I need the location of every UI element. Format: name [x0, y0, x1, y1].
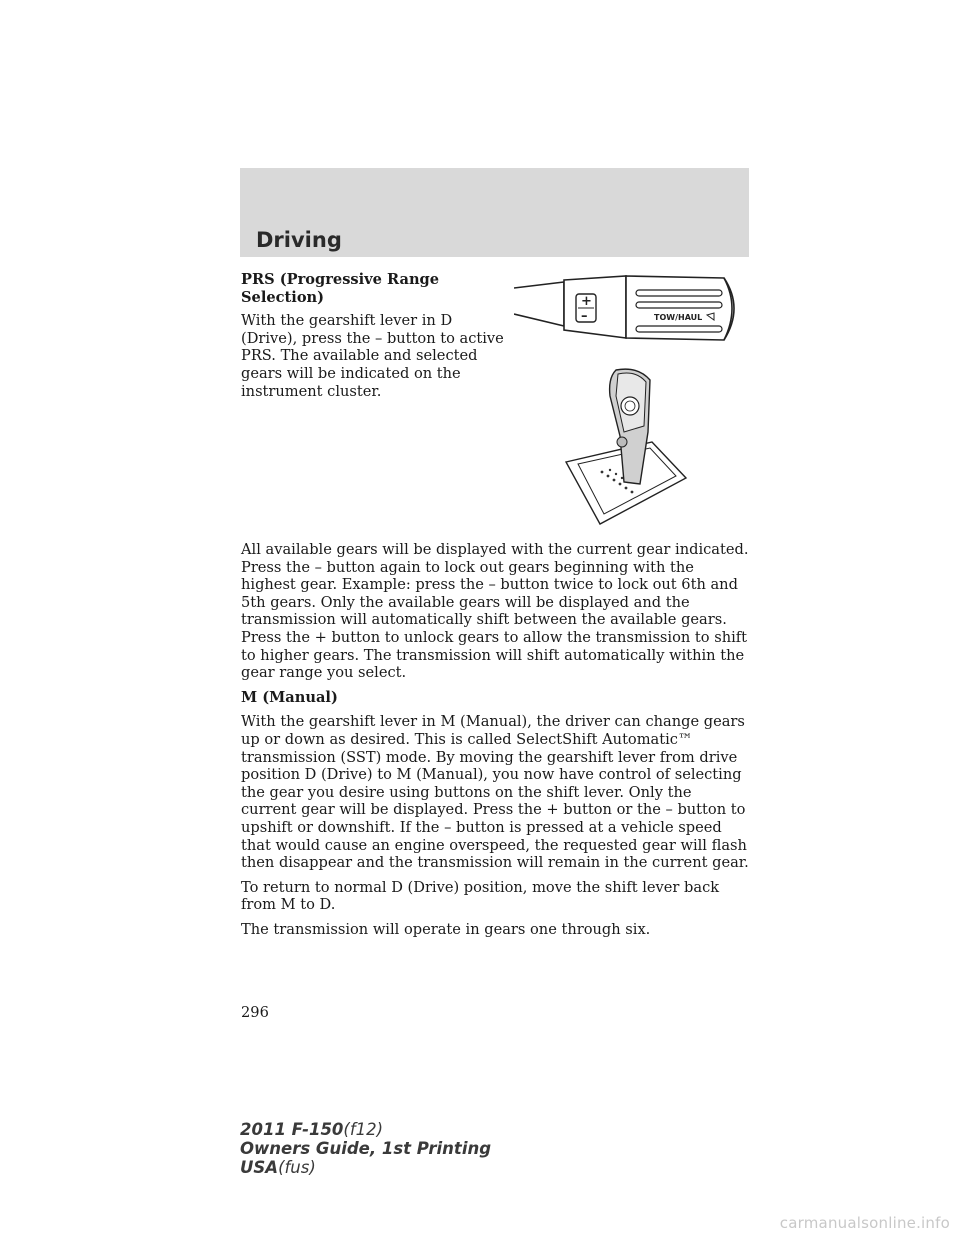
gearshift-stalk-illustration: [514, 274, 744, 356]
footer-region: USA: [240, 1158, 279, 1177]
footer-model-line: [240, 1120, 491, 1139]
footer-model-code: (f12): [343, 1120, 384, 1139]
document-footer: [240, 1120, 491, 1177]
manual-heading: M (Manual): [241, 688, 338, 706]
tow-haul-label: TOW/HAUL: [654, 313, 703, 322]
watermark: carmanualsonline.info: [779, 1214, 950, 1232]
paragraph-manual-mode: With the gearshift lever in M (Manual), the driver can change gears up or down as desired. This is called SelectShift Automatic™ transmission (SST) mode. By moving the gearshift lever from drive position D (Drive) to M (Manual), you now have control of selecting the gear you desire using buttons on the shift lever. Only the current gear will be displayed. Press the + button or the – button to upshift or downshift. If the – button is pressed at a vehicle speed that would cause an engine overspeed, the requested gear will flash then disappear and the transmission will remain in the current gear.: [241, 713, 749, 872]
footer-region-code: (fus): [278, 1158, 316, 1177]
paragraph-return-to-drive: To return to normal D (Drive) position, move the shift lever back from M to D.: [241, 878, 720, 914]
prs-heading: PRS (Progressive Range Selection): [241, 271, 440, 306]
prs-section: [241, 271, 506, 406]
paragraph-gears-range: The transmission will operate in gears one through six.: [241, 920, 651, 938]
page-number: 296: [241, 1004, 269, 1021]
section-title: Driving: [256, 228, 342, 252]
plus-button-label: +: [581, 294, 592, 309]
minus-button-label: –: [581, 309, 588, 324]
footer-region-line: [240, 1158, 491, 1177]
body-text: [241, 541, 751, 945]
footer-model: 2011 F-150: [240, 1120, 344, 1139]
paragraph-gear-lockout: All available gears will be displayed with the current gear indicated. Press the – button again to lock out gears beginning with the highest gear. Example: press the – button twice to lock out 6th and 5th gears. Only the available gears will be displayed and the transmission will automatically shift between the available gears. Press the + button to unlock gears to allow the transmission to shift to higher gears. The transmission will shift automatically within the gear range you select.: [241, 541, 749, 682]
footer-guide: Owners Guide, 1st Printing: [240, 1139, 492, 1158]
prs-body: With the gearshift lever in D (Drive), press the – button to active PRS. The available and selected gears will be indicated on the instrument cluster.: [241, 312, 504, 400]
gearshift-lever-illustration: [560, 366, 692, 526]
